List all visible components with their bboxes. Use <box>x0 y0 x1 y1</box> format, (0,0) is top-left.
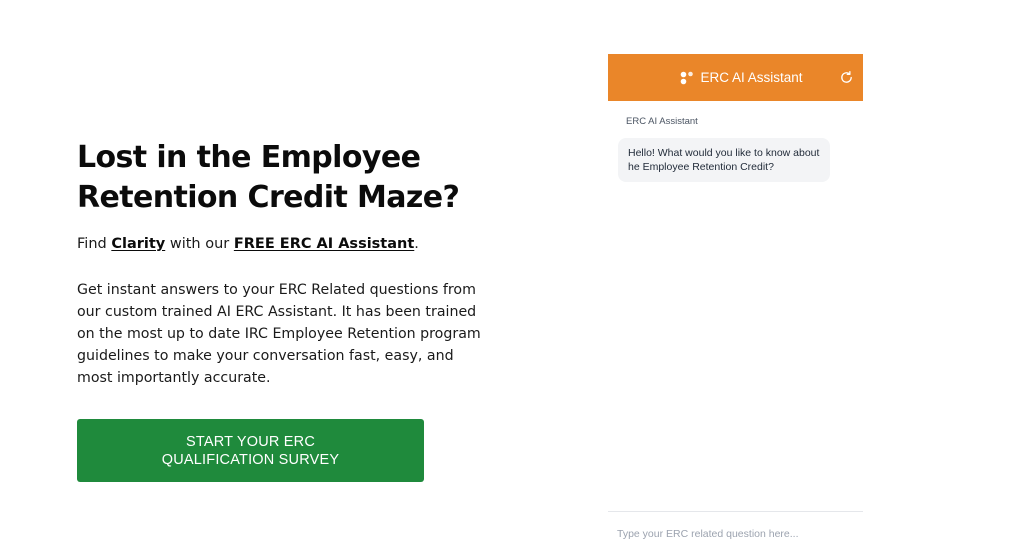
hero-tagline <box>77 234 497 254</box>
hero-description: Get instant answers to your ERC Related questions from our custom trained AI ERC Assistant. It has been trained on the most up to date IRC Employee Retention program guidelines to make your conversation fast, easy, and most importantly accurate. <box>77 282 481 386</box>
clarity-link[interactable]: Clarity <box>111 236 166 252</box>
free-erc-assistant-link[interactable]: FREE ERC AI Assistant <box>233 236 415 252</box>
start-survey-button[interactable] <box>77 419 424 482</box>
hero-section <box>77 138 497 389</box>
tagline-suffix: . <box>414 236 419 252</box>
dots-logo-icon <box>680 71 694 85</box>
tagline-prefix: Find <box>77 236 112 252</box>
chat-header <box>608 54 863 101</box>
bot-name-label: ERC AI Assistant <box>626 116 698 127</box>
hero-title: Lost in the Employee Retention Credit Maze? <box>77 140 460 215</box>
bot-message-bubble: Hello! What would you like to know about he Employee Retention Credit? <box>618 138 830 182</box>
tagline-middle: with our <box>165 236 234 252</box>
refresh-icon[interactable] <box>839 70 854 85</box>
chat-title: ERC AI Assistant <box>700 70 803 85</box>
start-survey-button-label: START YOUR ERC QUALIFICATION SURVEY <box>161 433 340 468</box>
chat-question-input[interactable] <box>608 519 863 549</box>
chat-widget <box>608 54 863 559</box>
chat-divider <box>608 511 863 512</box>
